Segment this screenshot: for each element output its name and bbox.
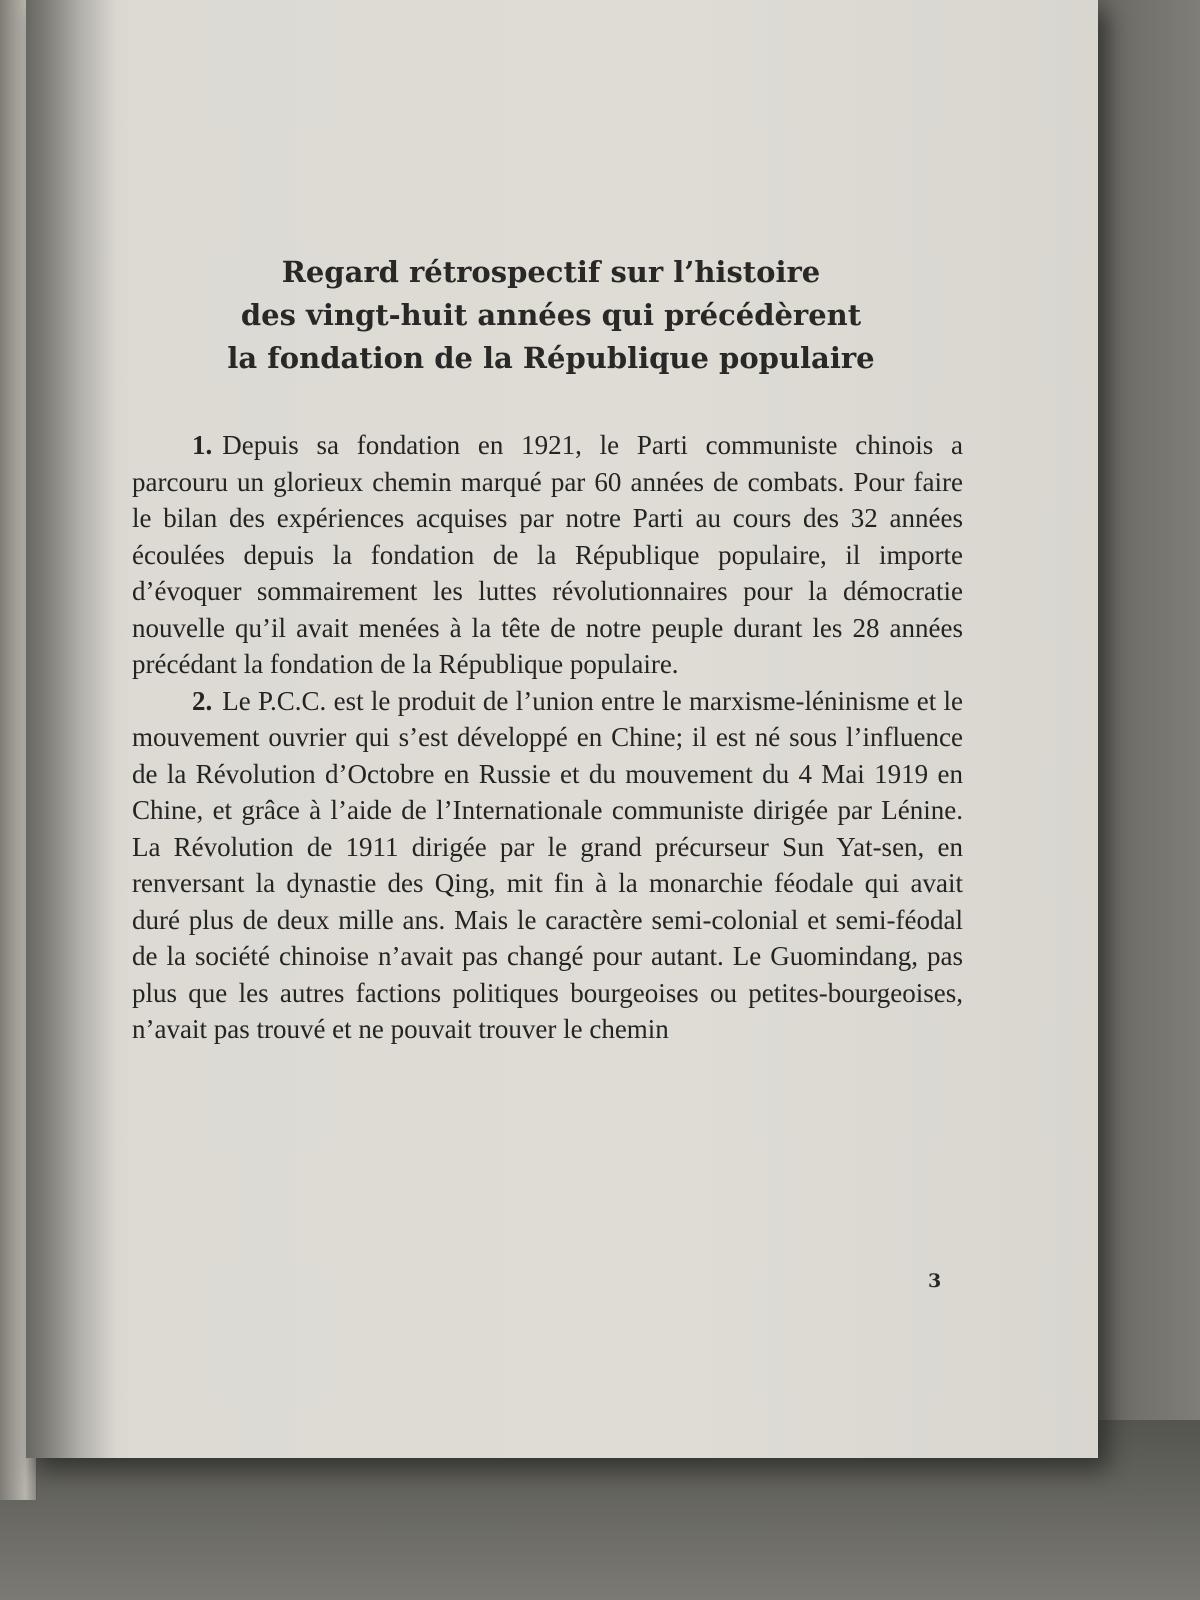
- paragraph-2: [132, 683, 963, 1048]
- title-line-2: des vingt-huit années qui précédèrent: [240, 298, 862, 333]
- body-text: [132, 427, 963, 1048]
- paragraph-number: 1.: [192, 430, 213, 460]
- paragraph-text: Depuis sa fondation en 1921, le Parti communiste chinois a parcouru un glorieux chemin marqué par 60 années de combats. Pour faire le bilan des expériences acquises par notre Parti au cours des 32 années écoulées depuis la fondation de la République populaire, il importe d’évoquer sommairement les luttes révolutionnaires pour la démocratie nouvelle qu’il avait menées à la tête de notre peuple durant les 28 années précédant la fondation de la République populaire.: [132, 430, 963, 679]
- paragraph-1: [132, 427, 963, 683]
- title-line-1: Regard rétrospectif sur l’histoire: [281, 255, 821, 290]
- book-page: [26, 0, 1098, 1458]
- page-number: 3: [928, 1270, 942, 1292]
- paragraph-number: 2.: [192, 685, 213, 716]
- title-line-3: la fondation de la République populaire: [227, 341, 875, 376]
- paragraph-text: Le P.C.C. est le produit de l’union entre le marxisme-léninisme et le mouvement ouvrier qui s’est développé en Chine; il est né sous l’influence de la Révolution d’Octobre en Russie et du mouvement du 4 Mai 1919 en Chine, et grâce à l’aide de l’Internationale communiste dirigée par Lénine. La Révolution de 1911 dirigée par le grand précurseur Sun Yat-sen, en renversant la dynastie des Qing, mit fin à la monarchie féodale qui avait duré plus de deux mille ans. Mais le caractère semi-colonial et semi-féodal de la société chinoise n’avait pas changé pour autant. Le Guomindang, pas plus que les autres factions politiques bourgeoises ou petites-bourgeoises, n’avait pas trouvé et ne pouvait trouver le chemin: [132, 685, 963, 1044]
- chapter-title: [146, 251, 956, 380]
